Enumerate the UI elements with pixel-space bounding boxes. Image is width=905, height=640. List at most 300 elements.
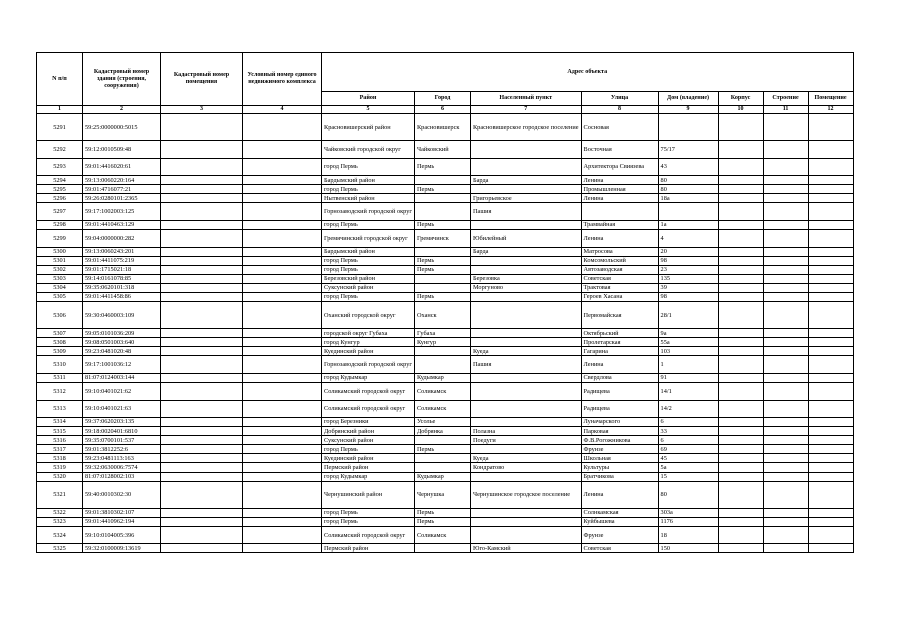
house-cell: 1а bbox=[658, 220, 718, 229]
locality-cell bbox=[470, 185, 581, 194]
korpus-cell bbox=[718, 445, 763, 454]
korpus-cell bbox=[718, 544, 763, 553]
table-row bbox=[37, 158, 854, 176]
stroenie-cell bbox=[763, 230, 808, 248]
street-cell: Фрунзе bbox=[581, 526, 658, 544]
district-cell: город Кунгур bbox=[322, 338, 415, 347]
cadastral-building-cell: 59:12:0010509:48 bbox=[83, 141, 161, 159]
row-number: 5316 bbox=[37, 436, 83, 445]
street-cell: Гагарина bbox=[581, 347, 658, 356]
row-number: 5306 bbox=[37, 302, 83, 329]
street-cell: Свердлова bbox=[581, 373, 658, 382]
korpus-cell bbox=[718, 383, 763, 401]
stroenie-cell bbox=[763, 400, 808, 418]
house-cell: 80 bbox=[658, 176, 718, 185]
cadastral-room-cell bbox=[161, 283, 243, 292]
cadastral-room-cell bbox=[161, 220, 243, 229]
house-cell: 14/1 bbox=[658, 383, 718, 401]
street-cell: Советская bbox=[581, 544, 658, 553]
city-cell bbox=[414, 176, 470, 185]
cadastral-building-cell: 59:01:4411458:86 bbox=[83, 293, 161, 302]
pomeshchenie-cell bbox=[808, 338, 853, 347]
column-number: 11 bbox=[763, 106, 808, 114]
korpus-cell bbox=[718, 114, 763, 141]
conditional-number-cell bbox=[243, 347, 322, 356]
street-cell: Школьная bbox=[581, 454, 658, 463]
house-cell: 14/2 bbox=[658, 400, 718, 418]
street-cell: Ленина bbox=[581, 230, 658, 248]
cadastral-room-cell bbox=[161, 418, 243, 427]
street-cell: Трактовая bbox=[581, 283, 658, 292]
house-cell bbox=[658, 203, 718, 221]
pomeshchenie-cell bbox=[808, 526, 853, 544]
city-cell: Пермь bbox=[414, 158, 470, 176]
city-cell: Пермь bbox=[414, 185, 470, 194]
stroenie-cell bbox=[763, 508, 808, 517]
house-cell: 45 bbox=[658, 454, 718, 463]
conditional-number-cell bbox=[243, 220, 322, 229]
district-cell: Нытвенский район bbox=[322, 194, 415, 203]
street-cell: Ленина bbox=[581, 176, 658, 185]
street-cell: Советская bbox=[581, 274, 658, 283]
row-number: 5312 bbox=[37, 383, 83, 401]
house-cell: 28/1 bbox=[658, 302, 718, 329]
street-cell: Луначарского bbox=[581, 418, 658, 427]
conditional-number-cell bbox=[243, 356, 322, 374]
district-cell: город Пермь bbox=[322, 265, 415, 274]
cadastral-room-cell bbox=[161, 400, 243, 418]
korpus-cell bbox=[718, 274, 763, 283]
pomeshchenie-cell bbox=[808, 436, 853, 445]
cadastral-building-cell: 59:01:4716077:21 bbox=[83, 185, 161, 194]
district-cell: Пермский район bbox=[322, 463, 415, 472]
table-row bbox=[37, 445, 854, 454]
district-cell: город Пермь bbox=[322, 445, 415, 454]
row-number: 5309 bbox=[37, 347, 83, 356]
city-cell: Добрянка bbox=[414, 427, 470, 436]
district-cell: Горнозаводский городской округ bbox=[322, 203, 415, 221]
cadastral-room-cell bbox=[161, 383, 243, 401]
city-cell: Кудымкар bbox=[414, 472, 470, 481]
locality-cell: Чернушинское городское поселение bbox=[470, 481, 581, 508]
pomeshchenie-cell bbox=[808, 158, 853, 176]
district-cell: Суксунский район bbox=[322, 436, 415, 445]
district-cell: Соликамский городской округ bbox=[322, 400, 415, 418]
korpus-cell bbox=[718, 220, 763, 229]
locality-cell bbox=[470, 526, 581, 544]
city-cell: Пермь bbox=[414, 256, 470, 265]
stroenie-cell bbox=[763, 158, 808, 176]
locality-cell: Кондратово bbox=[470, 463, 581, 472]
stroenie-cell bbox=[763, 338, 808, 347]
korpus-cell bbox=[718, 176, 763, 185]
house-cell: 55а bbox=[658, 338, 718, 347]
locality-cell: Юго-Камский bbox=[470, 544, 581, 553]
korpus-cell bbox=[718, 373, 763, 382]
conditional-number-cell bbox=[243, 293, 322, 302]
house-cell: 1176 bbox=[658, 517, 718, 526]
district-cell: город Пермь bbox=[322, 256, 415, 265]
city-cell bbox=[414, 436, 470, 445]
district-cell: Куединский район bbox=[322, 347, 415, 356]
conditional-number-cell bbox=[243, 203, 322, 221]
street-cell: Трамвайная bbox=[581, 220, 658, 229]
pomeshchenie-cell bbox=[808, 194, 853, 203]
street-cell: Пролетарская bbox=[581, 338, 658, 347]
cadastral-building-cell: 59:04:0000000:282 bbox=[83, 230, 161, 248]
conditional-number-cell bbox=[243, 481, 322, 508]
locality-cell: Моргуново bbox=[470, 283, 581, 292]
cadastral-building-cell: 81:07:0128002:103 bbox=[83, 472, 161, 481]
city-cell bbox=[414, 194, 470, 203]
header-stroenie: Строение bbox=[763, 92, 808, 106]
city-cell: Пермь bbox=[414, 220, 470, 229]
district-cell: город Пермь bbox=[322, 517, 415, 526]
table-row bbox=[37, 256, 854, 265]
table-row bbox=[37, 356, 854, 374]
cadastral-building-cell: 59:08:0501003:640 bbox=[83, 338, 161, 347]
pomeshchenie-cell bbox=[808, 544, 853, 553]
stroenie-cell bbox=[763, 185, 808, 194]
cadastral-room-cell bbox=[161, 454, 243, 463]
cadastral-building-cell: 59:10:0401021:62 bbox=[83, 383, 161, 401]
house-cell: 23 bbox=[658, 265, 718, 274]
row-number: 5293 bbox=[37, 158, 83, 176]
pomeshchenie-cell bbox=[808, 445, 853, 454]
cadastral-room-cell bbox=[161, 185, 243, 194]
cadastral-room-cell bbox=[161, 508, 243, 517]
street-cell: Восточная bbox=[581, 141, 658, 159]
conditional-number-cell bbox=[243, 544, 322, 553]
street-cell: Комсомольский bbox=[581, 256, 658, 265]
stroenie-cell bbox=[763, 427, 808, 436]
column-number: 6 bbox=[414, 106, 470, 114]
korpus-cell bbox=[718, 141, 763, 159]
cadastral-room-cell bbox=[161, 302, 243, 329]
locality-cell: Красновишерское городское поселение bbox=[470, 114, 581, 141]
pomeshchenie-cell bbox=[808, 400, 853, 418]
table-row bbox=[37, 203, 854, 221]
city-cell bbox=[414, 356, 470, 374]
locality-cell bbox=[470, 265, 581, 274]
locality-cell: Барда bbox=[470, 247, 581, 256]
cadastral-building-cell: 59:14:0161078:85 bbox=[83, 274, 161, 283]
stroenie-cell bbox=[763, 203, 808, 221]
city-cell: Чайковский bbox=[414, 141, 470, 159]
pomeshchenie-cell bbox=[808, 230, 853, 248]
city-cell: Губаха bbox=[414, 329, 470, 338]
stroenie-cell bbox=[763, 454, 808, 463]
street-cell: Сосновая bbox=[581, 114, 658, 141]
district-cell: Оханский городской округ bbox=[322, 302, 415, 329]
row-number: 5314 bbox=[37, 418, 83, 427]
locality-cell: Березовка bbox=[470, 274, 581, 283]
table-row bbox=[37, 373, 854, 382]
pomeshchenie-cell bbox=[808, 508, 853, 517]
district-cell: город Пермь bbox=[322, 185, 415, 194]
table-row bbox=[37, 427, 854, 436]
locality-cell bbox=[470, 400, 581, 418]
header-cond-num: Условный номер единого недвижимого комплекса bbox=[243, 53, 322, 106]
city-cell bbox=[414, 544, 470, 553]
pomeshchenie-cell bbox=[808, 302, 853, 329]
cadastral-room-cell bbox=[161, 338, 243, 347]
header-address-group: Адрес объекта bbox=[322, 53, 854, 92]
district-cell: городской округ Губаха bbox=[322, 329, 415, 338]
row-number: 5307 bbox=[37, 329, 83, 338]
row-number: 5317 bbox=[37, 445, 83, 454]
street-cell: Октябрьский bbox=[581, 329, 658, 338]
stroenie-cell bbox=[763, 356, 808, 374]
conditional-number-cell bbox=[243, 436, 322, 445]
city-cell: Соликамск bbox=[414, 383, 470, 401]
pomeshchenie-cell bbox=[808, 283, 853, 292]
row-number: 5322 bbox=[37, 508, 83, 517]
locality-cell bbox=[470, 220, 581, 229]
register-sheet bbox=[36, 52, 854, 553]
row-number: 5297 bbox=[37, 203, 83, 221]
locality-cell: Юбилейный bbox=[470, 230, 581, 248]
korpus-cell bbox=[718, 427, 763, 436]
cadastral-building-cell: 59:37:0620203:135 bbox=[83, 418, 161, 427]
cadastral-building-cell: 59:01:4410962:194 bbox=[83, 517, 161, 526]
city-cell bbox=[414, 283, 470, 292]
row-number: 5295 bbox=[37, 185, 83, 194]
locality-cell bbox=[470, 418, 581, 427]
stroenie-cell bbox=[763, 114, 808, 141]
table-row bbox=[37, 176, 854, 185]
district-cell: город Пермь bbox=[322, 293, 415, 302]
stroenie-cell bbox=[763, 247, 808, 256]
korpus-cell bbox=[718, 265, 763, 274]
header-korpus: Корпус bbox=[718, 92, 763, 106]
cadastral-building-cell: 59:30:0460003:109 bbox=[83, 302, 161, 329]
house-cell: 18а bbox=[658, 194, 718, 203]
street-cell: Братчикова bbox=[581, 472, 658, 481]
conditional-number-cell bbox=[243, 256, 322, 265]
cadastral-building-cell: 59:35:0700101:537 bbox=[83, 436, 161, 445]
house-cell bbox=[658, 114, 718, 141]
cadastral-room-cell bbox=[161, 158, 243, 176]
cadastral-room-cell bbox=[161, 256, 243, 265]
locality-cell bbox=[470, 508, 581, 517]
conditional-number-cell bbox=[243, 427, 322, 436]
stroenie-cell bbox=[763, 472, 808, 481]
row-number: 5305 bbox=[37, 293, 83, 302]
cadastral-building-cell: 59:01:3810302:107 bbox=[83, 508, 161, 517]
table-row bbox=[37, 230, 854, 248]
header-cad-room: Кадастровый номер помещения bbox=[161, 53, 243, 106]
street-cell: Ленина bbox=[581, 356, 658, 374]
conditional-number-cell bbox=[243, 338, 322, 347]
column-number: 8 bbox=[581, 106, 658, 114]
house-cell: 5а bbox=[658, 463, 718, 472]
cadastral-building-cell: 59:35:0620101:318 bbox=[83, 283, 161, 292]
locality-cell bbox=[470, 383, 581, 401]
conditional-number-cell bbox=[243, 265, 322, 274]
city-cell: Усолье bbox=[414, 418, 470, 427]
table-row bbox=[37, 293, 854, 302]
table-row bbox=[37, 517, 854, 526]
cadastral-building-cell: 59:23:0481020:48 bbox=[83, 347, 161, 356]
column-number: 3 bbox=[161, 106, 243, 114]
conditional-number-cell bbox=[243, 526, 322, 544]
row-number: 5325 bbox=[37, 544, 83, 553]
korpus-cell bbox=[718, 418, 763, 427]
table-row bbox=[37, 454, 854, 463]
district-cell: Гремячинский городской округ bbox=[322, 230, 415, 248]
cadastral-room-cell bbox=[161, 329, 243, 338]
pomeshchenie-cell bbox=[808, 185, 853, 194]
locality-cell: Куеда bbox=[470, 454, 581, 463]
street-cell: Ф.В.Рогожникова bbox=[581, 436, 658, 445]
korpus-cell bbox=[718, 347, 763, 356]
table-row bbox=[37, 220, 854, 229]
stroenie-cell bbox=[763, 383, 808, 401]
cadastral-room-cell bbox=[161, 517, 243, 526]
house-cell: 6 bbox=[658, 436, 718, 445]
cadastral-building-cell: 59:10:0401021:63 bbox=[83, 400, 161, 418]
city-cell: Кунгур bbox=[414, 338, 470, 347]
house-cell: 4 bbox=[658, 230, 718, 248]
city-cell: Пермь bbox=[414, 293, 470, 302]
header-house: Дом (владение) bbox=[658, 92, 718, 106]
table-row bbox=[37, 265, 854, 274]
column-number-row bbox=[37, 106, 854, 114]
row-number: 5320 bbox=[37, 472, 83, 481]
stroenie-cell bbox=[763, 293, 808, 302]
stroenie-cell bbox=[763, 436, 808, 445]
korpus-cell bbox=[718, 400, 763, 418]
row-number: 5315 bbox=[37, 427, 83, 436]
stroenie-cell bbox=[763, 265, 808, 274]
street-cell: Архитектора Свиязева bbox=[581, 158, 658, 176]
column-number: 7 bbox=[470, 106, 581, 114]
city-cell: Чернушка bbox=[414, 481, 470, 508]
house-cell: 9а bbox=[658, 329, 718, 338]
locality-cell: Пашия bbox=[470, 203, 581, 221]
table-row bbox=[37, 418, 854, 427]
table-row bbox=[37, 338, 854, 347]
cadastral-building-cell: 59:26:0280101:2365 bbox=[83, 194, 161, 203]
stroenie-cell bbox=[763, 445, 808, 454]
cadastral-building-cell: 59:05:0101036:209 bbox=[83, 329, 161, 338]
stroenie-cell bbox=[763, 481, 808, 508]
table-row bbox=[37, 463, 854, 472]
district-cell: город Березники bbox=[322, 418, 415, 427]
stroenie-cell bbox=[763, 517, 808, 526]
district-cell: Куединский район bbox=[322, 454, 415, 463]
locality-cell bbox=[470, 338, 581, 347]
district-cell: Березовский район bbox=[322, 274, 415, 283]
header-district: Район bbox=[322, 92, 415, 106]
column-number: 5 bbox=[322, 106, 415, 114]
city-cell: Пермь bbox=[414, 445, 470, 454]
house-cell: 80 bbox=[658, 185, 718, 194]
house-cell: 1 bbox=[658, 356, 718, 374]
conditional-number-cell bbox=[243, 418, 322, 427]
city-cell: Кудымкар bbox=[414, 373, 470, 382]
cadastral-building-cell: 59:01:4416020:61 bbox=[83, 158, 161, 176]
cadastral-room-cell bbox=[161, 445, 243, 454]
conditional-number-cell bbox=[243, 230, 322, 248]
street-cell: Автозаводская bbox=[581, 265, 658, 274]
table-row bbox=[37, 329, 854, 338]
header-city: Город bbox=[414, 92, 470, 106]
pomeshchenie-cell bbox=[808, 373, 853, 382]
locality-cell bbox=[470, 141, 581, 159]
locality-cell bbox=[470, 256, 581, 265]
stroenie-cell bbox=[763, 274, 808, 283]
table-row bbox=[37, 274, 854, 283]
city-cell: Пермь bbox=[414, 508, 470, 517]
cadastral-room-cell bbox=[161, 247, 243, 256]
row-number: 5300 bbox=[37, 247, 83, 256]
house-cell: 18 bbox=[658, 526, 718, 544]
stroenie-cell bbox=[763, 418, 808, 427]
cadastral-room-cell bbox=[161, 356, 243, 374]
table-row bbox=[37, 508, 854, 517]
korpus-cell bbox=[718, 302, 763, 329]
house-cell: 98 bbox=[658, 293, 718, 302]
locality-cell bbox=[470, 302, 581, 329]
pomeshchenie-cell bbox=[808, 141, 853, 159]
pomeshchenie-cell bbox=[808, 356, 853, 374]
district-cell: Соликамский городской округ bbox=[322, 383, 415, 401]
column-number: 4 bbox=[243, 106, 322, 114]
city-cell bbox=[414, 247, 470, 256]
city-cell: Оханск bbox=[414, 302, 470, 329]
district-cell: Горнозаводский городской округ bbox=[322, 356, 415, 374]
column-number: 9 bbox=[658, 106, 718, 114]
street-cell: Первомайская bbox=[581, 302, 658, 329]
row-number: 5302 bbox=[37, 265, 83, 274]
stroenie-cell bbox=[763, 283, 808, 292]
cadastral-room-cell bbox=[161, 194, 243, 203]
stroenie-cell bbox=[763, 544, 808, 553]
street-cell: Радищева bbox=[581, 400, 658, 418]
korpus-cell bbox=[718, 517, 763, 526]
house-cell: 75/17 bbox=[658, 141, 718, 159]
locality-cell: Пашия bbox=[470, 356, 581, 374]
conditional-number-cell bbox=[243, 114, 322, 141]
locality-cell bbox=[470, 517, 581, 526]
row-number: 5319 bbox=[37, 463, 83, 472]
korpus-cell bbox=[718, 526, 763, 544]
table-row bbox=[37, 472, 854, 481]
cadastral-building-cell: 59:40:0010302:30 bbox=[83, 481, 161, 508]
district-cell: город Пермь bbox=[322, 158, 415, 176]
stroenie-cell bbox=[763, 463, 808, 472]
row-number: 5304 bbox=[37, 283, 83, 292]
house-cell: 20 bbox=[658, 247, 718, 256]
cadastral-room-cell bbox=[161, 265, 243, 274]
row-number: 5299 bbox=[37, 230, 83, 248]
city-cell: Гремячинск bbox=[414, 230, 470, 248]
table-row bbox=[37, 283, 854, 292]
conditional-number-cell bbox=[243, 283, 322, 292]
row-number: 5292 bbox=[37, 141, 83, 159]
table-row bbox=[37, 185, 854, 194]
row-number: 5310 bbox=[37, 356, 83, 374]
district-cell: Бардымский район bbox=[322, 247, 415, 256]
cadastral-room-cell bbox=[161, 274, 243, 283]
conditional-number-cell bbox=[243, 472, 322, 481]
conditional-number-cell bbox=[243, 247, 322, 256]
cadastral-building-cell: 59:17:1001036:12 bbox=[83, 356, 161, 374]
street-cell: Фрунзе bbox=[581, 445, 658, 454]
district-cell: Красновишерский район bbox=[322, 114, 415, 141]
